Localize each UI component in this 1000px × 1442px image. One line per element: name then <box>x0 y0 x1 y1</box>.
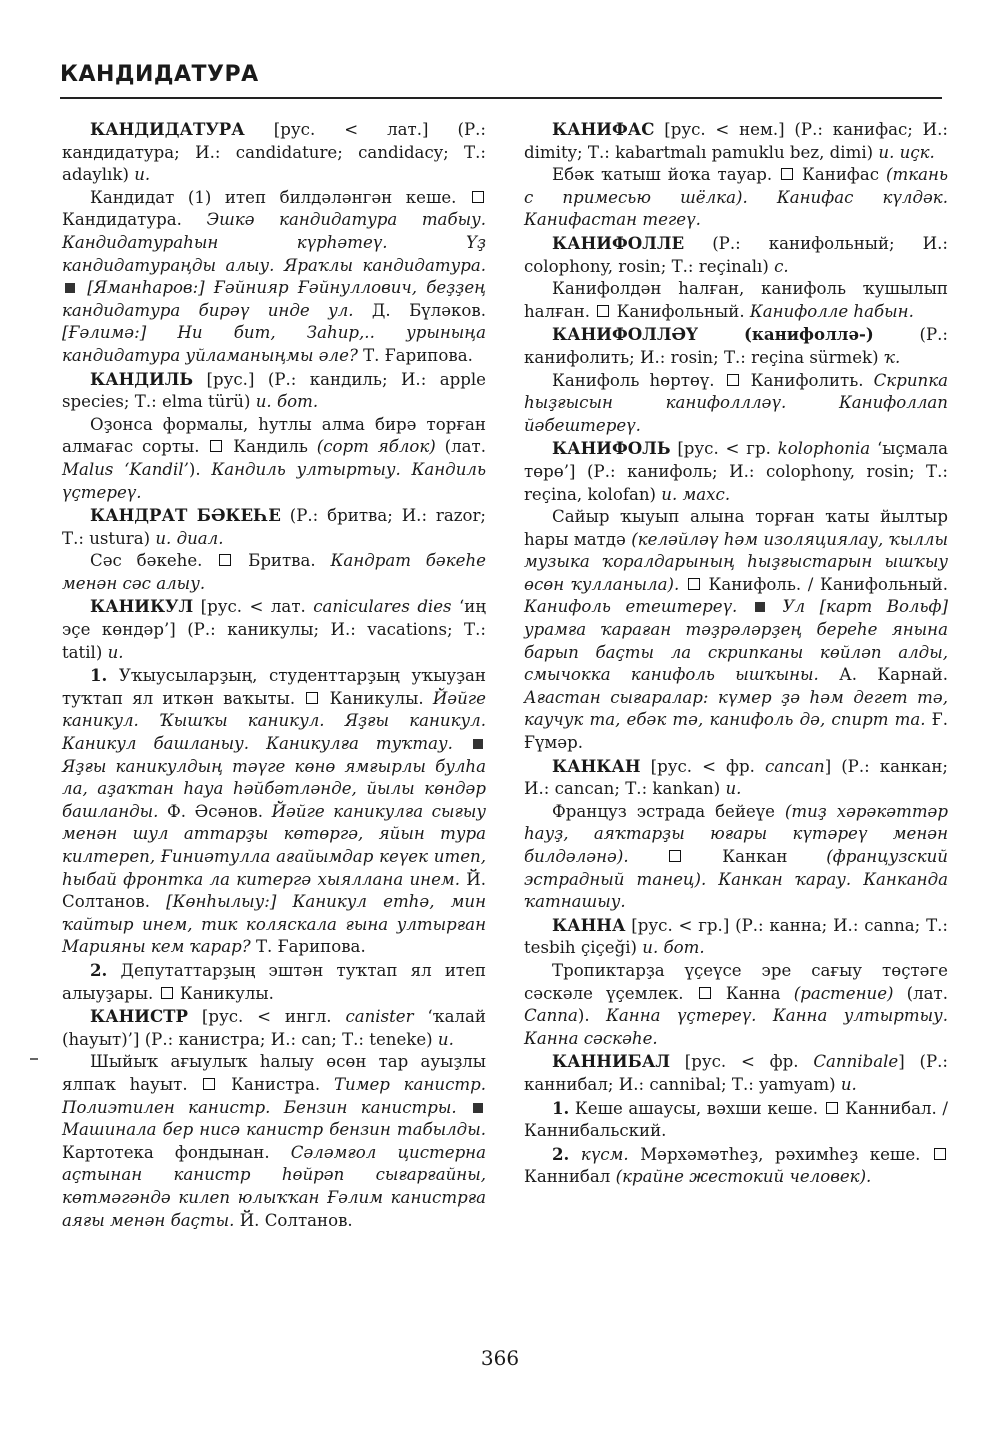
entry-paragraph: 2. күсм. Мәрхәмәтһеҙ, рәхимһеҙ кеше. Каннибал (крайне жестокий человек). <box>524 1143 948 1189</box>
page-number: 366 <box>480 1346 520 1370</box>
entry-paragraph: КАНИФОЛЬ [рус. < гр. kolophonia ‘ыҫмала төрө’] (Р.: канифоль; И.: colophony, rosin; Т.: reçina, kolofan) и. махс. <box>524 438 948 504</box>
right-column <box>524 118 948 1189</box>
entry-paragraph: Сәс бәкеһе. Бритва. Кандрат бәкеһе менән сәс алыу. <box>62 551 486 593</box>
header-rule <box>60 97 942 99</box>
entry-paragraph: Кандидат (1) итеп билдәләнгән кеше. Кандидатура. Эшкә кандидатура табыу. Кандидатураһын күрһәтеү. Үҙ кандидатураңды алыу. Яраҡлы кандидатура. [Яманһаров:] Ғәйнияр Ғәйнуллович, беҙҙең кандидатура бирәү инде ул. Д. Бүләков. [Ғәлимә:] Ни бит, Заһир,.. урыныңа кандидатура уйламаныңмы әле? Т. Ғарипова. <box>62 187 486 365</box>
entry-paragraph: Канифоль һөртөү. Канифолить. Скрипка һыҙғысын канифоллләү. Канифоллап йәбештереү. <box>524 370 948 435</box>
entry-paragraph: КАНДИДАТУРА [рус. < лат.] (Р.: кандидатура; И.: candidature; candidacy; Т.: adaylık) и. <box>62 119 486 185</box>
running-head: КАНДИДАТУРА <box>60 62 259 87</box>
entry-paragraph: Ебәк ҡатыш йоҡа тауар. Канифас (ткань с примесью шёлка). Канифас күлдәк. Канифастан тегеү. <box>524 165 948 230</box>
entry-paragraph: КАНИФАС [рус. < нем.] (Р.: канифас; И.: dimity; Т.: kabartmalı pamuklu bez, dimi) и. иҫк. <box>524 119 948 162</box>
entry-paragraph: КАНИФОЛЛӘҮ (канифоллә-) (Р.: канифолить; И.: rosin; Т.: reçina sürmek) ҡ. <box>524 324 949 367</box>
entry-paragraph: Шыйыҡ ағыулыҡ һалыу өсөн тар ауыҙлы ялпаҡ һауыт. Канистра. Тимер канистр. Полиэтилен канистр. Бензин канистры. Машинала бер нисә канистр бензин табылды. Картотека фондынан. Сәләмғол цистерна аҫтынан канистр һөйрәп сығарғайны, көтмәгәндә килеп юлыҡҡан Ғәлим канистрға аяғы менән баҫты. Й. Солтанов. <box>62 1052 487 1230</box>
entry-paragraph: Оҙонса формалы, һутлы алма бирә торған алмағас сорты. Кандиль (сорт яблок) (лат. Malus ‘Kandil’). Кандиль ултыртыу. Кандиль үҫтереү. <box>62 414 486 502</box>
entry-paragraph: КАННИБАЛ [рус. < фр. Cannibale] (Р.: каннибал; И.: cannibal; Т.: yamyam) и. <box>524 1051 948 1094</box>
entry-paragraph: Француз эстрада бейеүе (тиҙ хәрәкәттәр һауҙ, аяҡтарҙы юғары күтәреү менән билдәләнә). Канкан (французский эстрадный танец). Канкан ҡарау. Канканда ҡатнашыу. <box>524 801 949 912</box>
entry-paragraph: КАНДИЛЬ [рус.] (Р.: кандиль; И.: apple species; Т.: elma türü) и. бот. <box>62 368 486 412</box>
entry-paragraph: 1. Уҡыусыларҙың, студенттарҙың уҡыуҙан туҡтап ял иткән ваҡыты. Каникулы. Йәйге каникул. Ҡышҡы каникул. Яҙғы каникул. Каникул башланыу. Каникулға туҡтау. Яҙғы каникулдың тәүге көнө ямғырлы булһа ла, аҙаҡтан һауа һәйбәтләнде, йылы көндәр башланды. Ф. Әсәнов. Йәйге каникулға сығыу менән шул аттарҙы көтөргә, яйын тура килтереп, Ғиниәтулла ағайымдар кеүек итеп, һыбай фронтка ла китергә хыяллана инем. Й. Солтанов. [Көнһылыу:] Каникул етһә, мин ҡайтыр инем, тик коляскала ғына ултырған Марияны кем ҡарар? Т. Ғарипова. <box>62 665 486 957</box>
entry-paragraph: Канифолдән һалған, канифоль ҡушылып һалған. Канифольный. Канифолле һабын. <box>524 279 948 321</box>
entry-paragraph: Тропиктарҙа үҫеүсе эре сағыу төҫтәге сәскәле үҫемлек. Канна (растение) (лат. Canna). Канна үҫтереү. Канна ултыртыу. Канна сәскәһе. <box>524 960 948 1048</box>
margin-mark <box>30 1058 38 1060</box>
entry-paragraph: 2. Депутаттарҙың эштән туҡтап ял итеп алыуҙары. Каникулы. <box>62 959 486 1003</box>
entry-paragraph: Сайыр ҡыуып алына торған ҡаты йылтыр һары матдә (келәйләү һәм изоляциялау, ҡыллы музыка ҡоралдарының һыҙғыстарын ышҡыу өсөн ҡулланыла). Канифоль. / Канифольный. Канифоль етештереү. Ул [карт Вольф] урамға ҡараған тәҙрәләрҙең береһе янына барып баҫты ла скрипканы көйләп алды, смычокка канифоль ышҡыны. А. Карнай. Ағастан сығаралар: күмер ҙә һәм дегет тә, каучук та, ебәк тә, канифоль дә, спирт та. Ғ. Ғүмәр. <box>524 507 948 753</box>
entry-paragraph: КАНИСТР [рус. < ингл. canister ‘ҡалай (һауыт)’] (Р.: канистра; И.: can; Т.: teneke) и. <box>62 1006 486 1049</box>
entry-paragraph: 1. Кеше ашаусы, вәхши кеше. Каннибал. / Каннибальский. <box>524 1097 948 1141</box>
entry-paragraph: КАННА [рус. < гр.] (Р.: канна; И.: canna; Т.: tesbih çiçeği) и. бот. <box>524 914 948 958</box>
entry-paragraph: КАНКАН [рус. < фр. cancan] (Р.: канкан; И.: cancan; Т.: kankan) и. <box>524 755 948 799</box>
left-column <box>62 118 486 1232</box>
entry-paragraph: КАНДРАТ БӘКЕҺЕ (Р.: бритва; И.: razor; Т.: ustura) и. диал. <box>62 505 486 548</box>
entry-paragraph: КАНИФОЛЛЕ (Р.: канифольный; И.: colophony, rosin; Т.: reçinalı) с. <box>524 232 948 276</box>
entry-paragraph: КАНИКУЛ [рус. < лат. caniculares dies ‘иң эҫе көндәр’] (Р.: каникулы; И.: vacations; Т.: tatil) и. <box>62 596 487 662</box>
